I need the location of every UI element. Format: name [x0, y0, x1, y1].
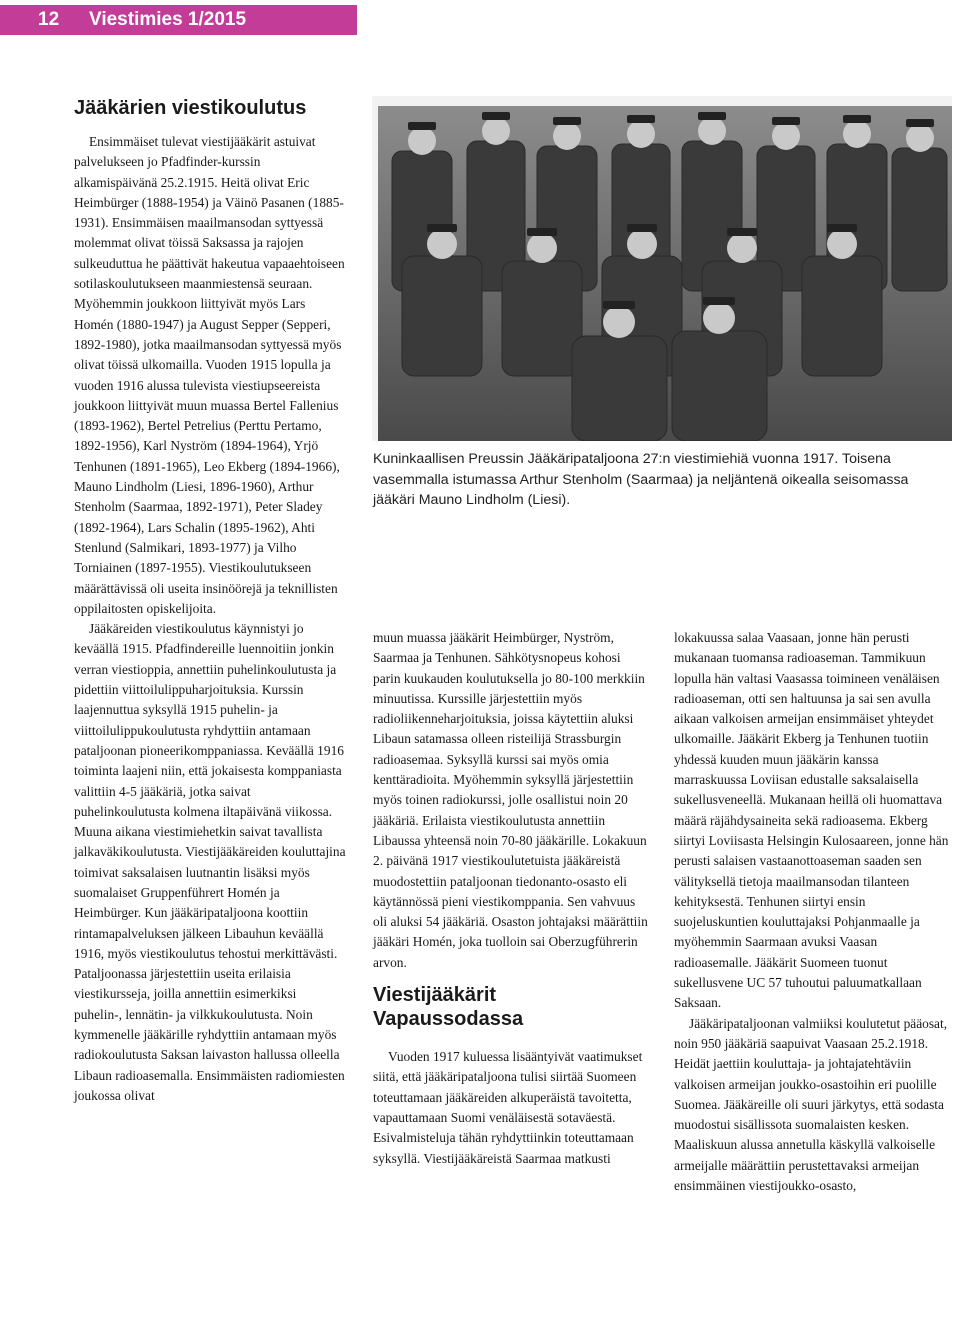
paragraph: Jääkäripataljoonan valmiiksi koulutetut pääosat, noin 950 jääkäriä saapuivat Vaasaan 25.2.1918. Heidät jaettiin kouluttaja- ja johtajatehtäviin valkoisen armeijan joukko-osastoihin eri puolille Suomea. Jääkäreille oli suuri järkytys, että sodasta muodostui sisällissota suomalaisten kesken. Maaliskuun alussa annetulla käskyllä valkoiselle armeijalle määrättiin perustettavaksi armeijan ensimmäinen viestijoukko-osasto,: [674, 1015, 948, 1194]
page-number: 12: [38, 9, 60, 30]
group-photo: [372, 96, 952, 441]
middle-column: [373, 628, 650, 1169]
subtitle-line: Vapaussodassa: [373, 1008, 524, 1031]
page-header: [0, 5, 357, 35]
paragraph: Vuoden 1917 kuluessa lisääntyivät vaatimukset siitä, että jääkäripataljoona tulisi siirtää Suomeen toteuttamaan jääkäreiden alkuperäistä tavoitetta, vapauttamaan Suomi venäläisestä sotaväestä. Esivalmisteluja tähän ryhdyttiinkin toteuttamaan syksyllä. Viestijääkäreistä Saarmaa matkusti: [373, 1049, 643, 1166]
paragraph: Ensimmäiset tulevat viestijääkärit astuivat palvelukseen jo Pfadfinder-kurssin alkamispäivänä 25.2.1915. Heitä olivat Eric Heimbürger (1888-1954) ja Väinö Pasanen (1885-1931). Ensimmäisen maailmansodan syttyessä molemmat olivat töissä Saksassa ja rajojen sulkeuduttua he päättivät hakeutua vapaaehtoiseen sotilaskoulutukseen maanmiestensä seuraan. Myöhemmin joukkoon liittyivät myös Lars Homén (1880-1947) ja August Sepper (Sepperi, 1892-1980), jotka maailmansodan syttyessä myös olivat töissä ulkomailla. Vuoden 1915 lopulla ja vuoden 1916 alussa tulevista viestiupseereista joukkoon liittyivät muun muassa Bertel Fallenius (1893-1962), Bertel Petrelius (Perttu Pertamo, 1892-1956), Karl Nyström (1894-1964), Yrjö Tenhunen (1891-1965), Leo Ekberg (1894-1966), Mauno Lindholm (Liesi, 1896-1960), Arthur Stenholm (Saarmaa, 1892-1971), Peter Sladey (1892-1964), Lars Schalin (1895-1962), Ahti Stenlund (Salmikari, 1893-1977) ja Vilho Torniainen (1897-1955). Viestikoulutukseen määrättävissä oli useita insinöörejä ja teknillisten oppilaitosten opiskelijoita.: [74, 134, 345, 616]
subtitle-line: Viestijääkärit: [373, 984, 497, 1007]
paragraph: lokakuussa salaa Vaasaan, jonne hän perusti mukanaan tuomansa radioaseman. Tammikuun lopulla hän valtasi Vaasassa toimineen venäläisen radioaseman, otti sen haltuunsa ja sai sen avulla aikaan valkoisen armeijan ensimmäiset yhteydet ulkomaille. Jääkärit Ekberg ja Tenhunen tuotiin yhdessä kuuden muun jääkärin kanssa marraskuussa Loviisan edustalle saksalaisella sukellusveneellä. Mukanaan heillä oli huomattava määrä räjähdysaineita sekä radioasema. Ekberg siirtyi Loviisasta Helsingin Kulosaareen, jonne hän perusti salaisen vastaanottoaseman saaden sen välityksellä tietoja maailmansodan tilanteen kehityksestä. Tenhunen siirtyi ensin suojeluskuntien kouluttajaksi Pohjanmaalle ja myöhemmin Saarmaan avuksi Vaasan radioasemalle. Jääkärit Suomeen tuonut sukellusvene UC 57 tuhoutui paluumatkallaan Saksaan.: [674, 630, 949, 1011]
photo-caption: Kuninkaallisen Preussin Jääkäripataljoona 27:n viestimiehiä vuonna 1917. Toisena vasemmalla istumassa Arthur Stenholm (Saarmaa) ja neljäntenä oikealla seisomassa jääkäri Mauno Lindholm (Liesi).: [373, 451, 909, 508]
soldiers-photo-image: [372, 96, 952, 441]
left-column: [74, 96, 346, 1106]
middle-body: [373, 628, 650, 973]
left-body: [74, 132, 346, 1106]
article-title: Jääkärien viestikoulutus: [74, 97, 307, 119]
section-subtitle: [373, 983, 650, 1031]
right-column: [674, 628, 952, 1196]
right-body: [674, 628, 952, 1196]
paragraph: Jääkäreiden viestikoulutus käynnistyi jo keväällä 1915. Pfadfindereille luennoitiin jonkin verran viestioppia, annettiin puhelinkoulutusta ja pidettiin viittoilulippuharjoituksia. Kurssin laajennuttua syksyllä 1915 puhelin- ja viittoilulippukoulutusta ryhdyttiin antamaan pataljoonan pioneerikomppaniassa. Keväällä 1916 toiminta laajeni niin, että jokaisesta komppaniasta valittiin 4-5 jääkäriä, jotka saivat puhelinkoulutusta kolmena iltapäivänä viikossa. Muuna aikana viestimiehetkin saivat tavallista jalkaväkikoulutusta. Viestijääkäreiden kouluttajina toimivat saksalaisen luutnantin lisäksi myös suomalaiset Gruppenführert Homén ja Heimbürger. Kun jääkäripataljoona koottiin rintamapalveluksen jälkeen Libauhun keväällä 1916, myös viestikoulutus tehostui merkittävästi. Pataljoonassa järjestettiin useita erilaisia viestikursseja, joilla annettiin esimerkiksi puhelin-, lennätin- ja vilkkukoulutusta. Noin kymmenelle jääkärille ryhdyttiin antamaan myös radiokoulutusta Saksan laivaston hallussa olleella Libaun radioasemalla. Ensimmäisten radiomiesten joukossa olivat: [74, 621, 346, 1103]
middle-body-2: [373, 1047, 650, 1169]
issue-title: Viestimies 1/2015: [89, 9, 247, 30]
paragraph: muun muassa jääkärit Heimbürger, Nyström, Saarmaa ja Tenhunen. Sähkötysnopeus kohosi parin kuukauden koulutuksella jo 80-100 merkkiin minuutissa. Kurssille järjestettiin myös radioliikenneharjoituksia, joissa käytettiin aluksi Libaun satamassa olleen risteilijä Strassburgin radioasemaa. Syksyllä kurssi sai myös omia kenttäradioita. Myöhemmin syksyllä järjestettiin myös toinen radiokurssi, jolle osallistui noin 20 jääkäriä. Erilaista viestikoulutusta annettiin Libaussa yhteensä noin 70-80 jääkärille. Lokakuun 2. päivänä 1917 viestikoulutetuista jääkäreistä muodostettiin pataljoonan tiedonanto-osasto eli käytännössä pieni viestikomppania. Sen vahvuus oli aluksi 54 jääkäriä. Osaston johtajaksi määrättiin jääkäri Homén, joka tuolloin sai Oberzugführerin arvon.: [373, 630, 648, 970]
